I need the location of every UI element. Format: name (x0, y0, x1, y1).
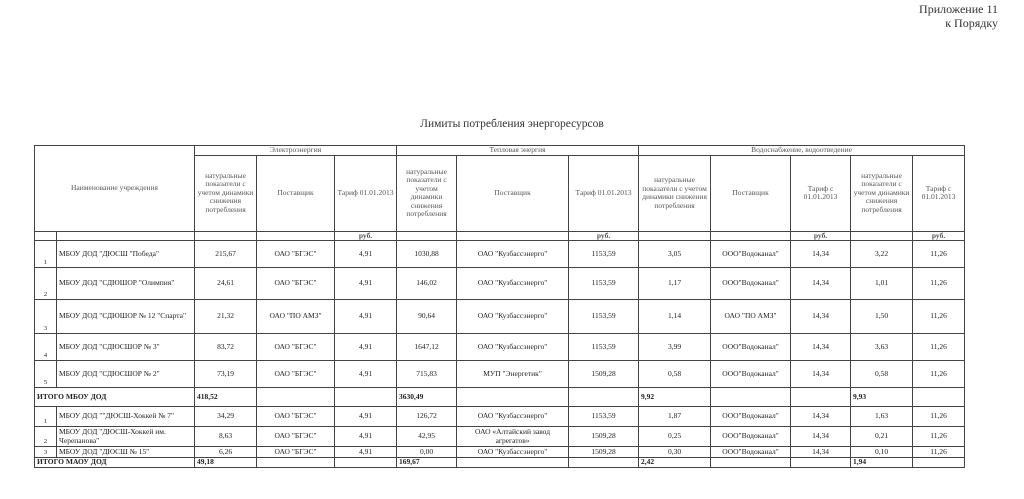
table-row (35, 361, 965, 388)
heat-tariff: 1509,28 (569, 361, 639, 388)
empty-cell (913, 458, 965, 468)
total-heat: 3630,49 (397, 388, 457, 407)
water2-natural: 0,10 (851, 447, 913, 458)
header-w-natural: натуральные показатели с учетом динамики снижения потребления (639, 155, 711, 231)
electro-supplier: ОАО "БГЭС" (257, 241, 335, 268)
row-number: 4 (35, 334, 57, 361)
water2-natural: 1,50 (851, 300, 913, 334)
heat-supplier: ОАО "Кузбассэнерго" (457, 407, 569, 427)
heat-tariff: 1153,59 (569, 241, 639, 268)
total-electro: 418,52 (195, 388, 257, 407)
empty-cell (569, 388, 639, 407)
water2-tariff: 11,26 (913, 268, 965, 300)
water-tariff: 14,34 (791, 407, 851, 427)
limits-table (34, 145, 965, 468)
water-natural: 3,05 (639, 241, 711, 268)
heat-tariff: 1153,59 (569, 407, 639, 427)
heat-tariff: 1509,28 (569, 447, 639, 458)
water-natural: 1,14 (639, 300, 711, 334)
row-number: 3 (35, 447, 57, 458)
total-water2: 9,93 (851, 388, 913, 407)
heat-natural: 1647,12 (397, 334, 457, 361)
total-water2: 1,94 (851, 458, 913, 468)
total-row (35, 458, 965, 468)
water2-natural: 0,21 (851, 427, 913, 447)
heat-natural: 42,95 (397, 427, 457, 447)
empty-cell (335, 388, 397, 407)
total-row (35, 388, 965, 407)
water2-tariff: 11,26 (913, 427, 965, 447)
institution-name: МБОУ ДОД "ДЮСШ "Победа" (57, 241, 195, 268)
heat-tariff: 1153,59 (569, 334, 639, 361)
electro-tariff: 4,91 (335, 407, 397, 427)
electro-natural: 34,29 (195, 407, 257, 427)
water-tariff: 14,34 (791, 268, 851, 300)
water2-tariff: 11,26 (913, 407, 965, 427)
unit-w2: руб. (913, 231, 965, 241)
row-number: 2 (35, 268, 57, 300)
total-electro: 49,18 (195, 458, 257, 468)
empty-cell (791, 458, 851, 468)
electro-supplier: ОАО "БГЭС" (257, 334, 335, 361)
empty-cell (791, 388, 851, 407)
empty-cell (457, 388, 569, 407)
unit-h: руб. (569, 231, 639, 241)
heat-natural: 146,02 (397, 268, 457, 300)
heat-supplier: МУП "Энергетик" (457, 361, 569, 388)
appendix-line2: к Порядку (945, 16, 998, 30)
table-row (35, 268, 965, 300)
electro-natural: 215,67 (195, 241, 257, 268)
header-h-supplier: Поставщик (457, 155, 569, 231)
water2-tariff: 11,26 (913, 241, 965, 268)
heat-supplier: ОАО "Кузбассэнерго" (457, 447, 569, 458)
header-w-supplier: Поставщик (711, 155, 791, 231)
electro-tariff: 4,91 (335, 447, 397, 458)
heat-supplier: ОАО "Кузбассэнерго" (457, 334, 569, 361)
table-row (35, 300, 965, 334)
electro-tariff: 4,91 (335, 241, 397, 268)
institution-name: МБОУ ДОД "ДЮСШ-Хоккей им. Черепанова" (57, 427, 195, 447)
water-tariff: 14,34 (791, 300, 851, 334)
header-e-supplier: Поставщик (257, 155, 335, 231)
electro-supplier: ОАО "БГЭС" (257, 361, 335, 388)
institution-name: МБОУ ДОД "ДЮСШ № 15" (57, 447, 195, 458)
institution-name: МБОУ ДОД "СДЮШОР "Олимпия" (57, 268, 195, 300)
institution-name: МБОУ ДОД ""ДЮСШ-Хоккей № 7" (57, 407, 195, 427)
total-label: ИТОГО МБОУ ДОД (35, 388, 195, 407)
heat-natural: 90,64 (397, 300, 457, 334)
electro-tariff: 4,91 (335, 300, 397, 334)
water2-tariff: 11,26 (913, 447, 965, 458)
electro-tariff: 4,91 (335, 268, 397, 300)
water-supplier: ООО"Водоканал" (711, 427, 791, 447)
water2-natural: 1,63 (851, 407, 913, 427)
water2-natural: 3,22 (851, 241, 913, 268)
water-tariff: 14,34 (791, 447, 851, 458)
group-electro: Электроэнергия (195, 146, 397, 156)
empty-cell (569, 458, 639, 468)
appendix-line1: Приложение 11 (919, 2, 998, 16)
empty-cell (257, 388, 335, 407)
empty-cell (335, 458, 397, 468)
water-natural: 0,25 (639, 427, 711, 447)
electro-natural: 83,72 (195, 334, 257, 361)
institution-name: МБОУ ДОД "СДЮШОР № 12 "Спарта" (57, 300, 195, 334)
institution-name: МБОУ ДОД "СДЮСШОР № 3" (57, 334, 195, 361)
electro-supplier: ОАО "БГЭС" (257, 407, 335, 427)
water2-natural: 0,58 (851, 361, 913, 388)
table-row (35, 334, 965, 361)
header-e-tariff: Тариф 01.01.2013 (335, 155, 397, 231)
appendix-note (919, 2, 998, 30)
unit-w: руб. (791, 231, 851, 241)
heat-natural: 0,00 (397, 447, 457, 458)
water-tariff: 14,34 (791, 241, 851, 268)
heat-supplier: ОАО "Кузбассэнерго" (457, 300, 569, 334)
row-number: 1 (35, 407, 57, 427)
water2-natural: 3,63 (851, 334, 913, 361)
water-natural: 3,99 (639, 334, 711, 361)
heat-natural: 126,72 (397, 407, 457, 427)
water-supplier: ООО"Водоканал" (711, 334, 791, 361)
header-name: Наименование учреждения (35, 146, 195, 232)
empty-cell (913, 388, 965, 407)
electro-supplier: ОАО "БГЭС" (257, 427, 335, 447)
header-w-tariff: Тариф с 01.01.2013 (791, 155, 851, 231)
water-supplier: ОАО "ПО АМЗ" (711, 300, 791, 334)
header-w2-natural: натуральные показатели с учетом динамики снижения потребления (851, 155, 913, 231)
electro-tariff: 4,91 (335, 361, 397, 388)
group-water: Водоснабжение, водоотведение (639, 146, 965, 156)
water-supplier: ООО"Водоканал" (711, 241, 791, 268)
heat-supplier: ОАО «Алтайский завод агрегатов» (457, 427, 569, 447)
water2-tariff: 11,26 (913, 300, 965, 334)
empty-cell (711, 388, 791, 407)
water2-natural: 1,01 (851, 268, 913, 300)
electro-tariff: 4,91 (335, 334, 397, 361)
water-supplier: ООО"Водоканал" (711, 361, 791, 388)
electro-supplier: ОАО "БГЭС" (257, 268, 335, 300)
heat-supplier: ОАО "Кузбассэнерго" (457, 268, 569, 300)
water-tariff: 14,34 (791, 427, 851, 447)
water-natural: 0,30 (639, 447, 711, 458)
heat-natural: 1030,88 (397, 241, 457, 268)
water-supplier: ООО"Водоканал" (711, 407, 791, 427)
table-row (35, 407, 965, 427)
header-e-natural: натуральные показатели с учетом динамики снижения потребления (195, 155, 257, 231)
heat-tariff: 1153,59 (569, 268, 639, 300)
empty-cell (711, 458, 791, 468)
empty-cell (257, 458, 335, 468)
electro-natural: 21,32 (195, 300, 257, 334)
electro-supplier: ОАО "ПО АМЗ" (257, 300, 335, 334)
water-supplier: ООО"Водоканал" (711, 268, 791, 300)
total-heat: 169,67 (397, 458, 457, 468)
water2-tariff: 11,26 (913, 334, 965, 361)
water-natural: 1,17 (639, 268, 711, 300)
electro-natural: 24,61 (195, 268, 257, 300)
electro-natural: 73,19 (195, 361, 257, 388)
water-tariff: 14,34 (791, 334, 851, 361)
table-row (35, 427, 965, 447)
header-h-tariff: Тариф 01.01.2013 (569, 155, 639, 231)
table-row (35, 241, 965, 268)
water-supplier: ООО"Водоканал" (711, 447, 791, 458)
unit-e: руб. (335, 231, 397, 241)
header-w2-tariff: Тариф с 01.01.2013 (913, 155, 965, 231)
electro-supplier: ОАО "БГЭС" (257, 447, 335, 458)
empty-cell (457, 458, 569, 468)
total-label: ИТОГО МАОУ ДОД (35, 458, 195, 468)
electro-tariff: 4,91 (335, 427, 397, 447)
electro-natural: 6,26 (195, 447, 257, 458)
header-h-natural: натуральные показатели с учетом динамики снижения потребления (397, 155, 457, 231)
row-number: 2 (35, 427, 57, 447)
water2-tariff: 11,26 (913, 361, 965, 388)
table-row (35, 447, 965, 458)
heat-natural: 715,83 (397, 361, 457, 388)
row-number: 3 (35, 300, 57, 334)
row-number: 5 (35, 361, 57, 388)
heat-tariff: 1153,59 (569, 300, 639, 334)
water-natural: 0,58 (639, 361, 711, 388)
heat-supplier: ОАО "Кузбассэнерго" (457, 241, 569, 268)
total-water: 9,92 (639, 388, 711, 407)
water-natural: 1,87 (639, 407, 711, 427)
heat-tariff: 1509,28 (569, 427, 639, 447)
row-number: 1 (35, 241, 57, 268)
water-tariff: 14,34 (791, 361, 851, 388)
total-water: 2,42 (639, 458, 711, 468)
page-title: Лимиты потребления энергоресурсов (420, 118, 604, 130)
electro-natural: 8,63 (195, 427, 257, 447)
group-heat: Тепловая энергия (397, 146, 639, 156)
institution-name: МБОУ ДОД "СДЮСШОР № 2" (57, 361, 195, 388)
